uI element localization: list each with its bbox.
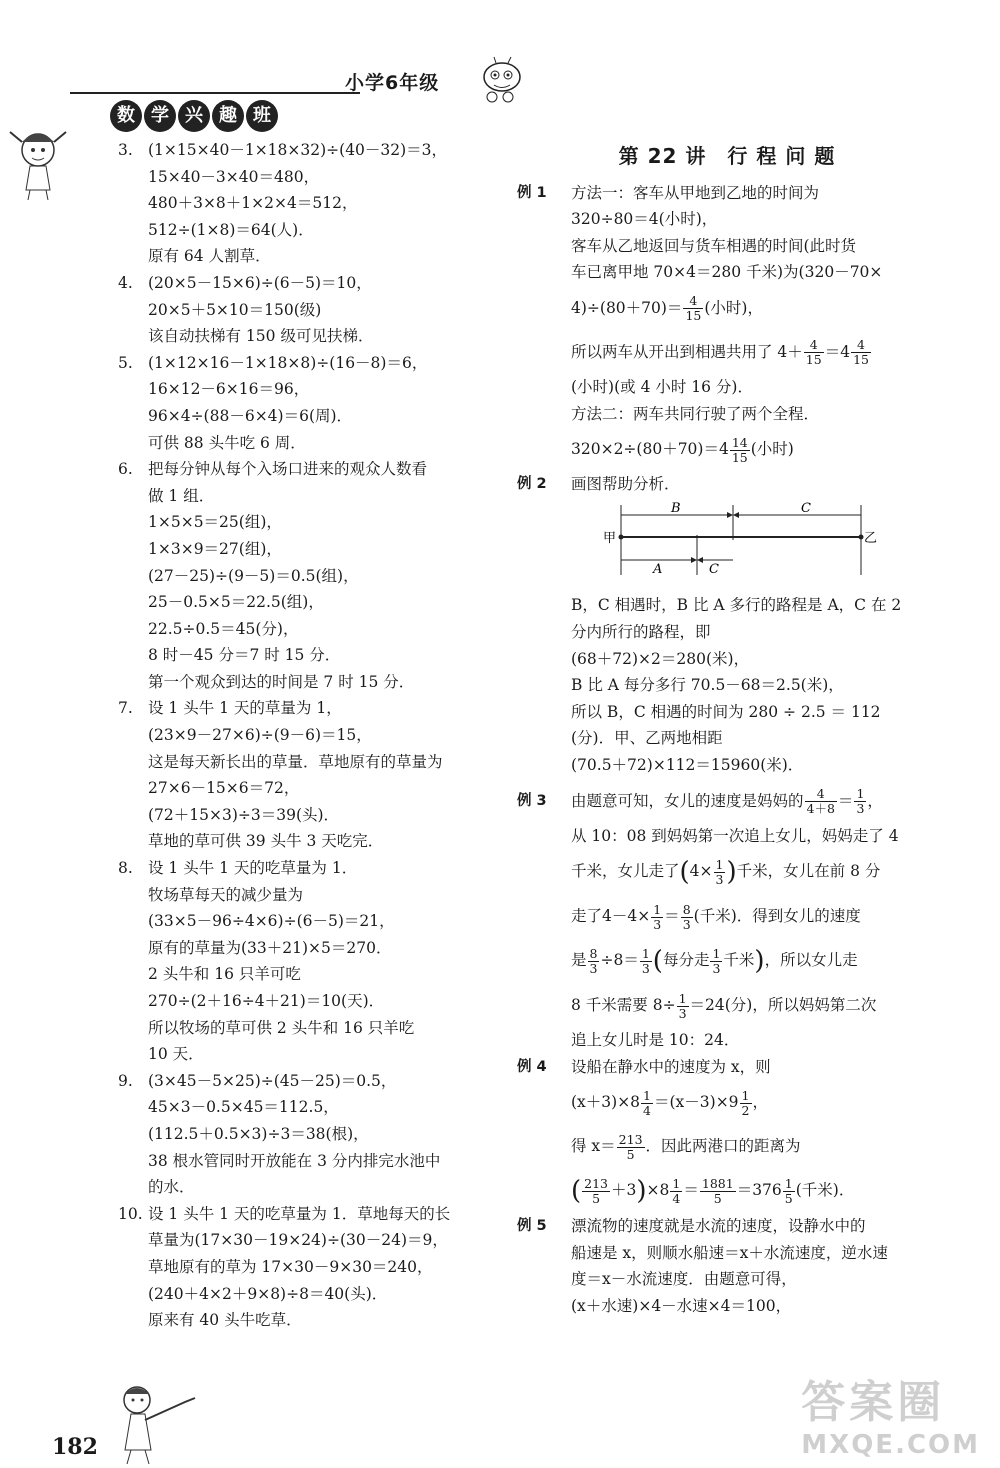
text-run: 千米，女儿在前 8 分 <box>736 862 881 881</box>
numerator: 4 <box>851 338 871 353</box>
diagram-c-arrowhead <box>733 512 739 518</box>
denominator: 3 <box>589 960 598 976</box>
problem-number: 9. <box>118 1071 133 1090</box>
cartoon-boy-icon <box>95 1380 205 1465</box>
text-run: ．因此两港口的距离为 <box>645 1137 801 1156</box>
problem-5 <box>118 350 498 456</box>
watermark-logo: 答案圈 <box>801 1377 946 1428</box>
denominator: 3 <box>641 960 650 976</box>
text-run: ＝ <box>837 791 854 810</box>
denominator: 3 <box>682 916 691 932</box>
text-run: ，所以女儿走 <box>764 951 858 970</box>
solution-line: 8 时－45 分＝7 时 15 分． <box>148 646 341 665</box>
denominator: 4＋8 <box>806 801 835 816</box>
solution-line: 该自动扶梯有 150 级可见扶梯． <box>148 327 374 346</box>
solution-line: 设船在静水中的速度为 x，则 <box>571 1057 771 1076</box>
denominator: 5 <box>713 1190 722 1206</box>
fraction <box>730 436 750 465</box>
fraction <box>805 787 837 816</box>
solution-line: (分)．甲、乙两地相距 <box>571 729 723 748</box>
text-run: ， <box>867 791 883 810</box>
fraction <box>851 338 871 367</box>
fraction <box>670 1177 682 1206</box>
problem-number: 5. <box>118 353 133 372</box>
left-paren: ( <box>679 857 690 888</box>
fraction <box>714 858 726 887</box>
solution-line <box>571 1080 927 1124</box>
numerator: 4 <box>804 338 824 353</box>
numerator: 8 <box>589 945 598 961</box>
text-run: 所以两车从开出到相遇共用了 4＋ <box>571 342 803 361</box>
text-run: ＝376 <box>736 1181 782 1200</box>
fraction <box>681 903 693 932</box>
diagram-b-arrowhead <box>727 512 733 518</box>
right-paren: ) <box>636 1176 647 1207</box>
example-label: 例 4 <box>517 1058 547 1075</box>
solution-line: (27－25)÷(9－5)＝0.5(组)， <box>148 566 359 585</box>
solution-line: (33×5－96÷4×6)÷(6－5)＝21， <box>148 912 395 931</box>
solution-line <box>571 894 927 938</box>
solution-line: 原来有 40 头牛吃草． <box>148 1311 302 1330</box>
problem-number: 4. <box>118 273 133 292</box>
solution-line: 可供 88 头牛吃 6 周． <box>148 433 306 452</box>
solution-line <box>571 286 927 330</box>
fraction <box>582 1177 610 1206</box>
solution-line: 20×5＋5×10＝150(级) <box>148 300 322 319</box>
solution-line: 草地的草可供 39 头牛 3 天吃完． <box>148 832 384 851</box>
problem-7 <box>118 695 498 855</box>
fraction <box>740 1089 752 1118</box>
solution-line: 512÷(1×8)＝64(人)． <box>148 220 314 239</box>
text-run: 千米，女儿走了 <box>571 862 680 881</box>
example-label: 例 5 <box>517 1218 547 1235</box>
text-run: 4)÷(80＋70)＝ <box>571 298 683 317</box>
numerator: 213 <box>584 1175 609 1191</box>
fraction <box>710 947 722 976</box>
solution-line: 草地原有的草为 17×30－9×30＝240， <box>148 1257 433 1276</box>
diagram-label-a: A <box>653 561 663 577</box>
numerator: 1 <box>712 945 721 961</box>
solution-line: B 比 A 每分多行 70.5－68＝2.5(米)， <box>571 676 844 695</box>
numerator: 14 <box>731 434 748 450</box>
solution-line: 1×3×9＝27(组)， <box>148 539 282 558</box>
solution-line: 96×4÷(88－6×4)＝6(周)． <box>148 406 353 425</box>
fraction <box>617 1133 645 1162</box>
solution-line <box>571 779 927 823</box>
fraction <box>588 947 600 976</box>
solution-line: 船速是 x，则顺水船速＝x＋水流速度，逆水速 <box>571 1243 888 1262</box>
diagram-point-start <box>619 534 624 539</box>
text-run: (小时)， <box>704 298 763 317</box>
diagram-label-c: C <box>801 500 811 516</box>
solution-line: 这是每天新长出的草量．草地原有的草量为 <box>148 752 443 771</box>
watermark-url: MXQE.COM <box>801 1430 980 1460</box>
problem-3 <box>118 137 498 270</box>
text-run: 4× <box>689 862 713 881</box>
text-run: ÷8＝ <box>600 951 639 970</box>
example-4 <box>517 1054 927 1214</box>
diagram-c2-arrowhead <box>697 557 703 563</box>
text-run: ＝4 <box>824 342 851 361</box>
solution-line: (72＋15×3)÷3＝39(头)． <box>148 805 340 824</box>
logo-char: 兴 <box>178 100 210 132</box>
numerator: 1 <box>715 856 724 872</box>
solution-line: 漂流物的速度就是水流的速度，设静水中的 <box>571 1217 866 1236</box>
text-run: 千米 <box>723 951 755 970</box>
solution-line <box>571 330 927 374</box>
solution-line <box>571 983 927 1027</box>
solution-line: 25－0.5×5＝22.5(组)， <box>148 593 324 612</box>
right-paren: ) <box>726 857 737 888</box>
problem-number: 10. <box>118 1204 143 1223</box>
solution-line <box>571 427 927 471</box>
denominator: 3 <box>678 1005 687 1021</box>
solution-line: 第一个观众到达的时间是 7 时 15 分． <box>148 672 415 691</box>
solution-line: (240＋4×2＋9×8)÷8＝40(头)． <box>148 1284 388 1303</box>
denominator: 5 <box>592 1190 601 1206</box>
example-label: 例 3 <box>517 792 547 809</box>
numerator: 4 <box>805 787 837 802</box>
grade-label: 小学6年级 <box>345 72 440 94</box>
numerator: 1 <box>643 1087 651 1103</box>
diagram-label-start: 甲 <box>603 530 617 546</box>
problem-9 <box>118 1068 498 1201</box>
fraction <box>677 992 689 1021</box>
solution-line: 22.5÷0.5＝45(分)， <box>148 619 299 638</box>
logo-char: 趣 <box>212 100 244 132</box>
problem-4 <box>118 270 498 350</box>
diagram-label-b: B <box>671 500 681 516</box>
solution-line: 480＋3×8＋1×2×4＝512， <box>148 194 358 213</box>
solution-line <box>571 938 927 983</box>
example-5 <box>517 1213 927 1319</box>
text-run: (千米)． <box>795 1181 855 1200</box>
text-run: ， <box>752 1093 769 1112</box>
solution-line: 所以牧场的草可供 2 头牛和 16 只羊吃 <box>148 1018 415 1037</box>
text-run: ＝ <box>683 1181 699 1200</box>
route-diagram <box>571 500 927 589</box>
solution-line: 做 1 组． <box>148 486 215 505</box>
diagram-point-end <box>859 534 864 539</box>
text-run: 走了4－4× <box>571 907 651 926</box>
solution-line: 27×6－15×6＝72， <box>148 779 300 798</box>
solution-line: 设 1 头牛 1 天的草量为 1， <box>148 699 342 718</box>
text-run: 每分走 <box>662 951 710 970</box>
numerator: 8 <box>682 901 691 917</box>
solution-line: 的水． <box>148 1178 195 1197</box>
solution-line: 分内所行的路程，即 <box>571 622 711 641</box>
problem-8 <box>118 855 498 1068</box>
text-run: ＝ <box>664 907 680 926</box>
solution-line: 画图帮助分析． <box>571 475 680 494</box>
solution-line: 设 1 头牛 1 天的吃草量为 1．草地每天的长 <box>148 1204 451 1223</box>
fraction <box>651 903 663 932</box>
left-column <box>118 137 498 1334</box>
fraction <box>641 1089 653 1118</box>
solution-line: (3×45－5×25)÷(45－25)＝0.5， <box>148 1071 397 1090</box>
solution-line: (1×12×16－1×18×8)÷(16－8)＝6， <box>148 353 428 372</box>
fraction <box>683 294 703 323</box>
solution-line: 320÷80＝4(小时)， <box>571 210 718 229</box>
example-label: 例 2 <box>517 476 547 493</box>
cartoon-girl-icon <box>0 112 70 202</box>
numerator: 1 <box>784 1175 793 1191</box>
text-run: (x＋3)×8 <box>571 1093 641 1112</box>
solution-line: 方法二：两车共同行驶了两个全程． <box>571 404 820 423</box>
example-label: 例 1 <box>517 184 547 201</box>
solution-line: 270÷(2＋16÷4＋21)＝10(天)． <box>148 992 385 1010</box>
solution-line <box>571 1168 927 1213</box>
text-run: ＝(x－3)×9 <box>654 1093 739 1112</box>
text-run: ＝24(分)，所以妈妈第二次 <box>689 996 877 1015</box>
denominator: 4 <box>672 1190 681 1206</box>
fraction <box>700 1177 736 1206</box>
denominator: 3 <box>715 871 724 887</box>
denominator: 2 <box>741 1102 750 1118</box>
denominator: 4 <box>643 1102 651 1118</box>
denominator: 15 <box>731 449 748 465</box>
denominator: 15 <box>685 308 702 324</box>
solution-line: (23×9－27×6)÷(9－6)＝15， <box>148 726 372 745</box>
text-run: (千米)．得到女儿的速度 <box>693 907 861 926</box>
denominator: 3 <box>712 960 721 976</box>
text-run: 是 <box>571 951 587 970</box>
series-logo <box>110 100 278 132</box>
solution-line: 原有 64 人割草． <box>148 247 271 266</box>
right-paren: ) <box>754 946 765 977</box>
solution-line: 从 10：08 到妈妈第一次追上女儿，妈妈走了 4 <box>571 826 899 845</box>
problem-number: 7. <box>118 699 133 718</box>
logo-char: 数 <box>110 100 142 132</box>
solution-line: 38 根水管同时开放能在 3 分内排完水池中 <box>148 1151 441 1170</box>
diagram-label-c2: C <box>709 561 719 577</box>
solution-line: 16×12－6×16＝96， <box>148 380 310 399</box>
text-run: ×8 <box>646 1181 670 1200</box>
solution-line: 方法一：客车从甲地到乙地的时间为 <box>571 183 820 202</box>
header-rule <box>70 92 360 94</box>
left-paren: ( <box>571 1176 582 1207</box>
solution-line: 牧场草每天的减少量为 <box>148 885 304 904</box>
solution-line: (112.5＋0.5×3)÷3＝38(根)， <box>148 1124 369 1143</box>
problem-number: 8. <box>118 859 133 878</box>
example-1 <box>517 180 927 472</box>
solution-line: 45×3－0.5×45＝112.5， <box>148 1098 339 1117</box>
left-paren: ( <box>652 946 663 977</box>
numerator: 4 <box>683 294 703 309</box>
solution-line: 把每分钟从每个入场口进来的观众人数看 <box>148 460 428 479</box>
denominator: 3 <box>856 801 865 816</box>
solution-line: 草量为(17×30－19×24)÷(30－24)＝9， <box>148 1231 448 1250</box>
solution-line: (68＋72)×2＝280(米)， <box>571 649 750 668</box>
numerator: 1 <box>641 945 650 961</box>
solution-line: 10 天． <box>148 1045 204 1064</box>
numerator: 213 <box>618 1131 643 1147</box>
site-watermark <box>801 1366 980 1460</box>
solution-line: 1×5×5＝25(组)， <box>148 513 282 532</box>
solution-line <box>571 849 927 894</box>
numerator: 1 <box>741 1087 750 1103</box>
fraction <box>783 1177 795 1206</box>
solution-line: 2 头牛和 16 只羊可吃 <box>148 965 301 984</box>
numerator: 1 <box>678 990 687 1006</box>
text-run: 8 千米需要 8÷ <box>571 996 676 1015</box>
numerator: 1881 <box>701 1175 734 1191</box>
problem-number: 6. <box>118 460 133 479</box>
problem-10 <box>118 1201 498 1334</box>
numerator: 1 <box>856 786 865 801</box>
numerator: 1 <box>672 1175 681 1191</box>
solution-line: 追上女儿时是 10：24． <box>571 1031 740 1050</box>
example-3 <box>517 779 927 1054</box>
solution-line: (20×5－15×6)÷(6－5)＝10， <box>148 273 372 292</box>
solution-line: 所以 B，C 相遇的时间为 280 ÷ 2.5 ＝ 112 <box>571 702 881 721</box>
fraction <box>804 338 824 367</box>
text-run: 由题意可知，女儿的速度是妈妈的 <box>571 791 804 810</box>
solution-line: B，C 相遇时，B 比 A 多行的路程是 A，C 在 2 <box>571 596 902 615</box>
logo-char: 班 <box>246 100 278 132</box>
solution-line: 原有的草量为(33＋21)×5＝270． <box>148 938 392 957</box>
example-2 <box>517 471 927 778</box>
denominator: 15 <box>805 352 822 368</box>
logo-char: 学 <box>144 100 176 132</box>
diagram-a-arrowhead <box>691 557 697 563</box>
solution-line: 15×40－3×40＝480， <box>148 167 320 186</box>
solution-line: 客车从乙地返回与货车相遇的时间(此时货 <box>571 236 857 255</box>
solution-line: (1×15×40－1×18×32)÷(40－32)＝3， <box>148 141 448 159</box>
diagram-label-end: 乙 <box>864 530 878 546</box>
denominator: 3 <box>653 916 662 932</box>
fraction <box>640 947 652 976</box>
denominator: 5 <box>626 1146 635 1162</box>
numerator: 1 <box>653 901 662 917</box>
solution-line: 度＝x－水流速度．由题意可得， <box>571 1270 797 1289</box>
problem-number: 3. <box>118 141 133 159</box>
fraction <box>854 787 866 816</box>
mascot-face-icon <box>478 55 528 105</box>
text-run: (小时) <box>750 440 794 459</box>
solution-line: (小时)(或 4 小时 16 分)． <box>571 377 753 396</box>
denominator: 15 <box>853 352 869 368</box>
solution-line <box>571 1124 927 1168</box>
solution-line: (70.5＋72)×112＝15960(米)． <box>571 755 804 774</box>
solution-line: 车已离甲地 70×4＝280 千米)为(320－70× <box>571 263 883 282</box>
lecture-title: 第 22 讲 行 程 问 题 <box>618 144 836 168</box>
problem-6 <box>118 456 498 695</box>
page-number: 182 <box>52 1434 98 1460</box>
solution-line: (x＋水速)×4－水速×4＝100， <box>571 1297 792 1316</box>
text-run: ＋3 <box>611 1181 637 1200</box>
right-column <box>517 143 927 1320</box>
solution-line: 设 1 头牛 1 天的吃草量为 1． <box>148 859 358 878</box>
text-run: 320×2÷(80＋70)＝4 <box>571 440 729 459</box>
text-run: 得 x＝ <box>571 1137 616 1156</box>
denominator: 5 <box>784 1190 793 1206</box>
